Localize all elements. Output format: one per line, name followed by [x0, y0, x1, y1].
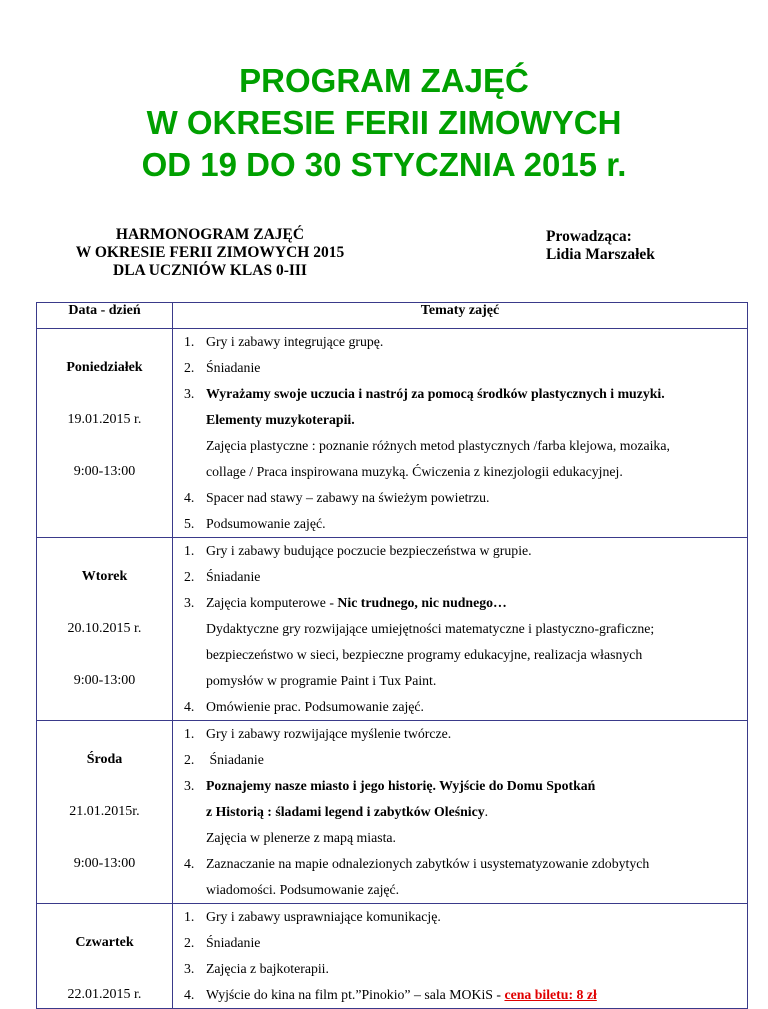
topic-number: 4. — [184, 856, 195, 871]
lead-label: Prowadząca: — [546, 228, 632, 245]
topic-text: Śniadanie — [206, 360, 261, 375]
harmonogram-line-3: DLA UCZNIÓW KLAS 0-III — [113, 262, 307, 279]
topic-line — [173, 668, 747, 694]
topic-number: 4. — [184, 699, 195, 714]
topic-line — [173, 773, 747, 799]
topic-text: collage / Praca inspirowana muzyką. Ćwiczenia z kinezjologii edukacyjnej. — [206, 464, 623, 479]
topic-text: Gry i zabawy budujące poczucie bezpieczeństwa w grupie. — [206, 543, 532, 558]
topic-line — [173, 825, 747, 851]
topic-text: Zajęcia z bajkoterapii. — [206, 961, 329, 976]
header-date-day: Data - dzień — [37, 303, 173, 329]
topic-text: z Historią : śladami legend i zabytków Oleśnicy — [206, 804, 485, 819]
harmonogram-line-2: W OKRESIE FERII ZIMOWYCH 2015 — [75, 244, 345, 261]
topic-bold-text: Nic trudnego, nic nudnego… — [337, 595, 507, 610]
topic-number: 1. — [184, 334, 195, 349]
topic-text: Zajęcia komputerowe - — [206, 595, 338, 610]
topic-line — [173, 329, 747, 355]
topic-line — [173, 564, 747, 590]
topic-text: Gry i zabawy integrujące grupę. — [206, 334, 384, 349]
topic-line — [173, 930, 747, 956]
topic-number: 5. — [184, 516, 195, 531]
topics-cell — [173, 538, 748, 721]
day-cell — [37, 721, 173, 904]
harmonogram-heading — [40, 226, 380, 280]
topic-number: 1. — [184, 726, 195, 741]
topic-line — [173, 485, 747, 511]
topic-text: Wyjście do kina na film pt.”Pinokio” – sala MOKiS - — [206, 987, 505, 1002]
topic-line — [173, 851, 747, 877]
topic-line — [173, 381, 747, 407]
lead-name: Lidia Marszałek — [546, 246, 655, 263]
topic-line — [173, 355, 747, 381]
topic-text: Śniadanie — [206, 752, 264, 767]
topic-number: 1. — [184, 909, 195, 924]
topic-text: Śniadanie — [206, 935, 261, 950]
title-line-1: PROGRAM ZAJĘĆ — [239, 62, 529, 99]
topic-number: 2. — [184, 569, 195, 584]
topic-line — [173, 590, 747, 616]
day-name: Czwartek — [75, 935, 134, 950]
header-topics: Tematy zajęć — [173, 303, 748, 329]
topic-line — [173, 538, 747, 564]
title-line-3: OD 19 DO 30 STYCZNIA 2015 r. — [141, 146, 627, 183]
topic-text: Podsumowanie zajęć. — [206, 516, 326, 531]
topic-line — [173, 904, 747, 930]
day-row — [37, 721, 748, 904]
topic-line — [173, 407, 747, 433]
schedule-table — [36, 302, 748, 1009]
topic-number: 2. — [184, 752, 195, 767]
topic-line — [173, 694, 747, 720]
day-name: Środa — [86, 752, 123, 767]
topic-line — [173, 721, 747, 747]
topic-line — [173, 433, 747, 459]
ticket-price: cena biletu: 8 zł — [504, 987, 597, 1002]
topics-cell — [173, 904, 748, 1009]
topic-text: Poznajemy nasze miasto i jego historię. Wyjście do Domu Spotkań — [206, 778, 596, 793]
topic-line — [173, 982, 747, 1008]
topic-text: Śniadanie — [206, 569, 261, 584]
topic-number: 3. — [184, 386, 195, 401]
topic-number: 3. — [184, 595, 195, 610]
day-date: 19.01.2015 r. — [67, 412, 142, 427]
day-hours: 9:00-13:00 — [73, 856, 136, 871]
topic-line — [173, 616, 747, 642]
topic-line — [173, 877, 747, 903]
table-header-row — [37, 303, 748, 329]
topic-text: Gry i zabawy usprawniające komunikację. — [206, 909, 441, 924]
topic-text: Spacer nad stawy – zabawy na świeżym powietrzu. — [206, 490, 490, 505]
topic-number: 4. — [184, 987, 195, 1002]
day-row — [37, 904, 748, 1009]
day-cell — [37, 538, 173, 721]
day-date: 22.01.2015 r. — [67, 987, 142, 1002]
day-row — [37, 538, 748, 721]
day-date: 21.01.2015r. — [69, 804, 140, 819]
topics-cell — [173, 721, 748, 904]
topic-line — [173, 511, 747, 537]
topic-number: 3. — [184, 961, 195, 976]
lead-teacher — [546, 228, 655, 264]
topic-text: Wyrażamy swoje uczucia i nastrój za pomocą środków plastycznych i muzyki. — [206, 386, 665, 401]
topic-number: 1. — [184, 543, 195, 558]
day-date: 20.10.2015 r. — [67, 621, 142, 636]
day-name: Wtorek — [81, 569, 128, 584]
day-cell — [37, 329, 173, 538]
topic-text: pomysłów w programie Paint i Tux Paint. — [206, 673, 437, 688]
title-line-2: W OKRESIE FERII ZIMOWYCH — [146, 104, 622, 141]
topic-number: 2. — [184, 360, 195, 375]
topic-text: Zajęcia plastyczne : poznanie różnych metod plastycznych /farba klejowa, mozaika, — [206, 438, 670, 453]
topic-line — [173, 459, 747, 485]
topic-tail: . — [484, 804, 489, 819]
topic-text: Dydaktyczne gry rozwijające umiejętności matematyczne i plastyczno-graficzne; — [206, 621, 655, 636]
harmonogram-line-1: HARMONOGRAM ZAJĘĆ — [115, 226, 305, 243]
topic-line — [173, 956, 747, 982]
schedule-body — [37, 329, 748, 1009]
topic-number: 3. — [184, 778, 195, 793]
topic-number: 2. — [184, 935, 195, 950]
topic-text: Elementy muzykoterapii. — [206, 412, 355, 427]
topic-number: 4. — [184, 490, 195, 505]
day-cell — [37, 904, 173, 1009]
topics-cell — [173, 329, 748, 538]
topic-text: Zaznaczanie na mapie odnalezionych zabytków i usystematyzowanie zdobytych — [206, 856, 650, 871]
day-name: Poniedziałek — [66, 360, 143, 375]
topic-line — [173, 642, 747, 668]
topic-text: Omówienie prac. Podsumowanie zajęć. — [206, 699, 424, 714]
day-hours: 9:00-13:00 — [73, 673, 136, 688]
topic-line — [173, 799, 747, 825]
day-hours: 9:00-13:00 — [73, 464, 136, 479]
topic-line — [173, 747, 747, 773]
day-row — [37, 329, 748, 538]
topic-text: Zajęcia w plenerze z mapą miasta. — [206, 830, 396, 845]
topic-text: Gry i zabawy rozwijające myślenie twórcze. — [206, 726, 452, 741]
topic-text: bezpieczeństwo w sieci, bezpieczne programy edukacyjne, realizacja własnych — [206, 647, 643, 662]
topic-text: wiadomości. Podsumowanie zajęć. — [206, 882, 400, 897]
